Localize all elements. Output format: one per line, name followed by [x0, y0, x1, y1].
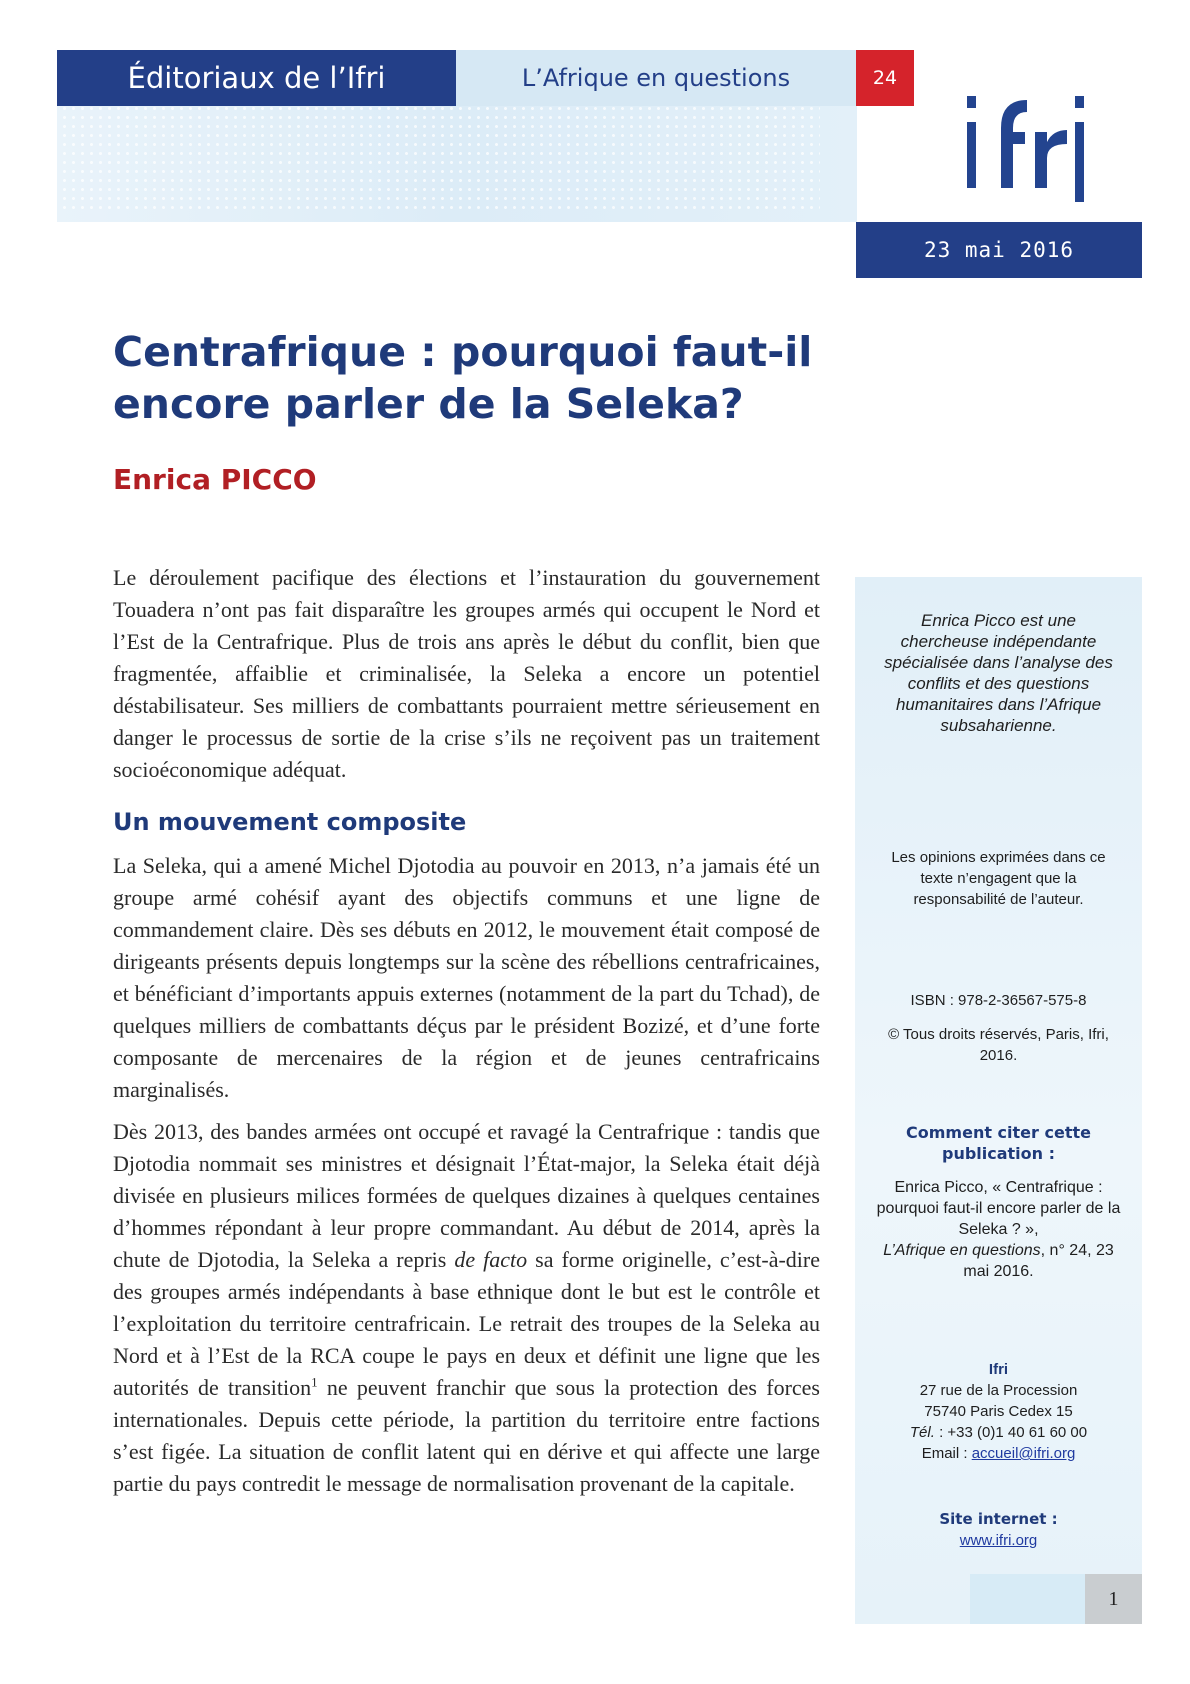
copyright: © Tous droits réservés, Paris, Ifri, 2016.	[888, 1026, 1109, 1064]
citation-text-run: , n° 24, 23 mai 2016.	[963, 1242, 1114, 1280]
address-line: 75740 Paris Cedex 15	[924, 1403, 1073, 1420]
contact-block	[875, 1359, 1122, 1464]
phone	[875, 1422, 1122, 1443]
email-label: Email :	[921, 1445, 972, 1462]
phone-number: : +33 (0)1 40 61 60 00	[934, 1424, 1088, 1441]
body-paragraph: La Seleka, qui a amené Michel Djotodia au pouvoir en 2013, n’a jamais été un groupe armé cohésif ayant des objectifs communs et une ligne de commandement claire. Dès ses débuts en 2012, le mouvement était composé de dirigeants présents depuis longtemps sur la scène des rébellions centrafricaines, et bénéficiant d’importants appuis externes (notamment de la part du Tchad), de quelques milliers de combattants déçus par le président Bozizé, et d’une forte composante de mercenaires de la région et de jeunes centrafricains marginalisés.	[113, 853, 820, 1102]
page-number: 1	[1085, 1574, 1142, 1624]
footer-strip	[970, 1574, 1085, 1624]
ifri-logo	[965, 92, 1090, 207]
text-run: sa forme originelle, c’est-à-dire des groupes armés indépendants à base ethnique dont le but est le contrôle et l’exploitation du territoire centrafricain. Le retrait des troupes de la Seleka au Nord et à l’Est de la RCA coupe le pays en deux et définit une ligne que les autorités de transition	[113, 1247, 820, 1400]
citation-heading: Comment citer cette publication :	[906, 1123, 1091, 1163]
phone-label: Tél.	[909, 1424, 935, 1441]
series-title: Éditoriaux de l’Ifri	[57, 50, 456, 106]
citation-series: L’Afrique en questions	[883, 1242, 1041, 1259]
article-title: Centrafrique : pourquoi faut-il encore parler de la Seleka?	[113, 328, 813, 428]
article-body	[113, 562, 820, 1510]
sidebar	[855, 577, 1142, 1624]
disclaimer: Les opinions exprimées dans ce texte n’engagent que la responsabilité de l’auteur.	[891, 849, 1106, 908]
body-paragraph	[113, 1116, 820, 1500]
org-name: Ifri	[988, 1361, 1009, 1378]
website-heading: Site internet :	[939, 1510, 1058, 1528]
world-map-pattern	[60, 95, 820, 215]
address-line: 27 rue de la Procession	[919, 1382, 1078, 1399]
citation-text	[875, 1177, 1122, 1282]
email-line	[875, 1443, 1122, 1464]
text-run: ne peuvent franchir que sous la protection des forces internationales. Depuis cette période, la partition du territoire entre factions s’est figée. La situation de conflit latent qui en dérive et qui affecte une large partie du pays contredit le message de normalisation provenant de la capitale.	[113, 1375, 820, 1496]
article-author: Enrica PICCO	[113, 463, 317, 496]
isbn: ISBN : 978-2-36567-575-8	[910, 992, 1087, 1009]
text-run: Dès 2013, des bandes armées ont occupé et ravagé la Centrafrique : tandis que Djotodia nommait ses ministres et désignait l’État-major, la Seleka était déjà divisée en plusieurs milices formées de quelques dizaines à quelques centaines d’hommes répondant à leur propre commandant. Au début de 2014, après la chute de Djotodia, la Seleka a repris	[113, 1119, 820, 1272]
citation-text-run: Enrica Picco, « Centrafrique : pourquoi faut-il encore parler de la Seleka ? »,	[876, 1179, 1121, 1238]
subseries-title: L’Afrique en questions	[456, 50, 856, 106]
author-bio: Enrica Picco est une chercheuse indépendante spécialisée dans l’analyse des conflits et des questions humanitaires dans l’Afrique subsaharienne.	[884, 611, 1113, 735]
publication-date: 23 mai 2016	[856, 222, 1142, 278]
email-link[interactable]: accueil@ifri.org	[971, 1445, 1076, 1462]
issue-number: 24	[856, 50, 914, 106]
footnote-marker[interactable]: 1	[311, 1374, 318, 1390]
intro-paragraph: Le déroulement pacifique des élections et l’instauration du gouvernement Touadera n’ont pas fait disparaître les groupes armés qui occupent le Nord et l’Est de la Centrafrique. Plus de trois ans après le début du conflit, bien que fragmentée, affaiblie et criminalisée, la Seleka a encore un potentiel déstabilisateur. Ses milliers de combattants pourraient mettre sérieusement en danger le processus de sortie de la crise s’ils ne reçoivent pas un traitement socioéconomique adéquat.	[113, 565, 820, 782]
section-heading: Un mouvement composite	[113, 808, 467, 836]
website	[875, 1530, 1122, 1551]
website-link[interactable]: www.ifri.org	[959, 1532, 1038, 1549]
italic-text: de facto	[454, 1247, 528, 1272]
